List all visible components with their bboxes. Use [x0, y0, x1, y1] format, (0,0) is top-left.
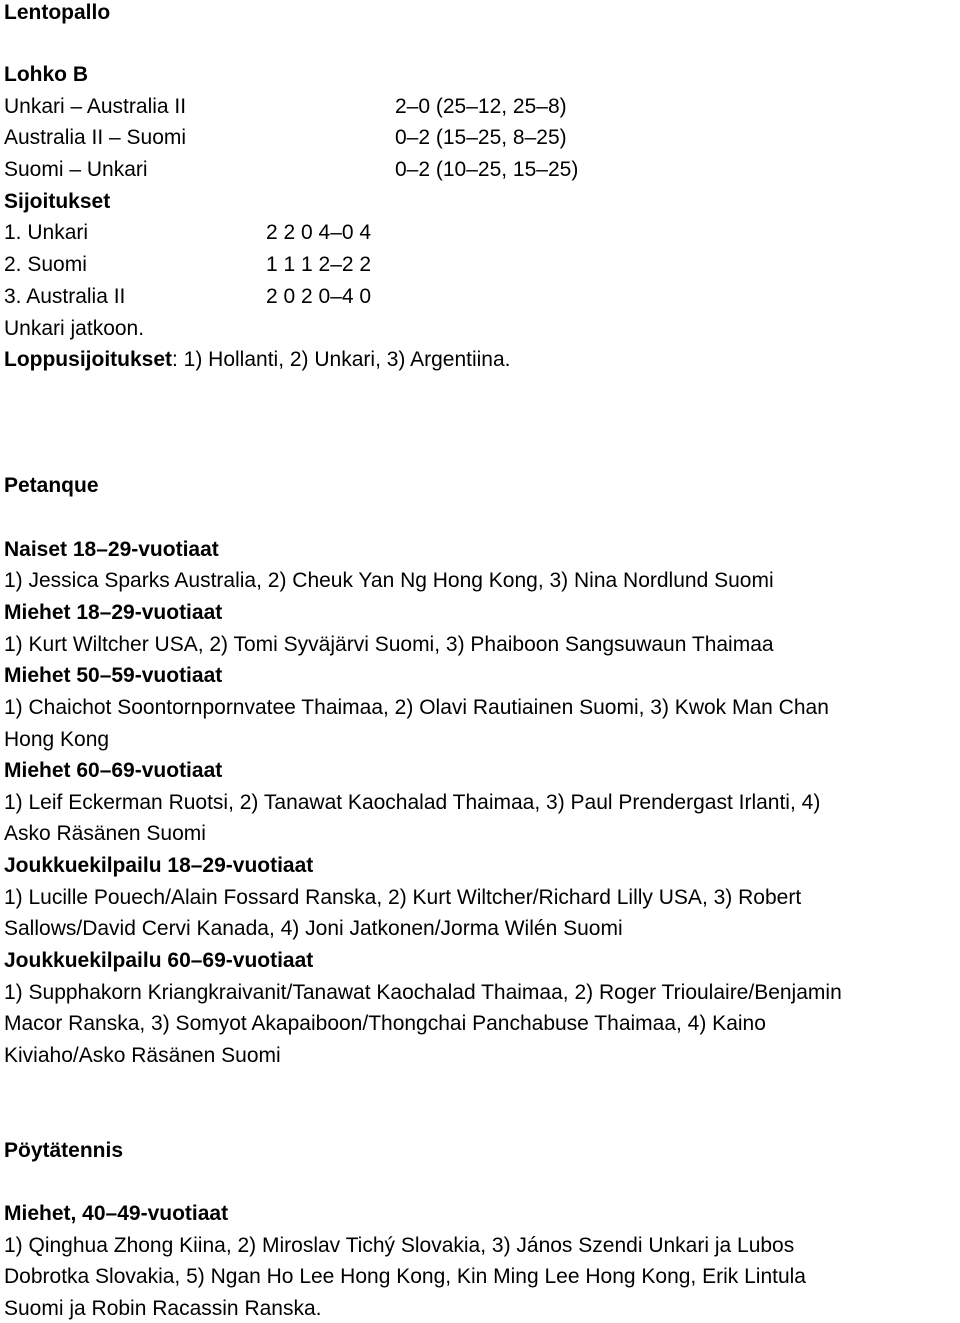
standings-row	[4, 220, 372, 246]
category-title: Miehet 50–59-vuotiaat	[4, 664, 223, 687]
category-title: Joukkuekilpailu 18–29-vuotiaat	[4, 854, 314, 877]
result-line: Suomi ja Robin Racassin Ranska.	[4, 1297, 322, 1320]
match-row	[4, 157, 579, 183]
result-line: 1) Chaichot Soontornpornvatee Thaimaa, 2) Olavi Rautiainen Suomi, 3) Kwok Man Chan	[4, 696, 829, 719]
result-line: Macor Ranska, 3) Somyot Akapaiboon/Thongchai Panchabuse Thaimaa, 4) Kaino	[4, 1012, 766, 1035]
match-score: 0–2 (15–25, 8–25)	[395, 126, 567, 149]
final-label: Loppusijoitukset	[4, 348, 172, 371]
result-line: Hong Kong	[4, 728, 110, 751]
standings-row	[4, 284, 372, 310]
category-title: Joukkuekilpailu 60–69-vuotiaat	[4, 949, 314, 972]
volleyball-final	[4, 347, 510, 373]
table-tennis-title: Pöytätennis	[4, 1139, 124, 1162]
match-row	[4, 125, 567, 151]
result-line: 1) Leif Eckerman Ruotsi, 2) Tanawat Kaochalad Thaimaa, 3) Paul Prendergast Irlanti, 4)	[4, 791, 821, 814]
result-line: 1) Lucille Pouech/Alain Fossard Ranska, 2) Kurt Wiltcher/Richard Lilly USA, 3) Robert	[4, 886, 802, 909]
standings-stats: 2 0 2 0–4 0	[266, 285, 372, 308]
standings-team: 3. Australia II	[4, 285, 126, 308]
petanque-title: Petanque	[4, 474, 99, 497]
match-score: 0–2 (10–25, 15–25)	[395, 158, 579, 181]
match-score: 2–0 (25–12, 25–8)	[395, 95, 567, 118]
result-line: Asko Räsänen Suomi	[4, 822, 206, 845]
standings-row	[4, 252, 372, 278]
result-line: 1) Supphakorn Kriangkraivanit/Tanawat Kaochalad Thaimaa, 2) Roger Trioulaire/Benjamin	[4, 981, 842, 1004]
category-title: Miehet 60–69-vuotiaat	[4, 759, 223, 782]
volleyball-note: Unkari jatkoon.	[4, 317, 145, 340]
volleyball-title: Lentopallo	[4, 1, 111, 24]
result-line: Kiviaho/Asko Räsänen Suomi	[4, 1044, 281, 1067]
match-teams: Suomi – Unkari	[4, 158, 148, 181]
result-line: 1) Jessica Sparks Australia, 2) Cheuk Yan Ng Hong Kong, 3) Nina Nordlund Suomi	[4, 569, 774, 592]
result-line: Dobrotka Slovakia, 5) Ngan Ho Lee Hong Kong, Kin Ming Lee Hong Kong, Erik Lintula	[4, 1265, 806, 1288]
standings-title: Sijoitukset	[4, 190, 111, 213]
match-teams: Unkari – Australia II	[4, 95, 187, 118]
category-title: Miehet, 40–49-vuotiaat	[4, 1202, 229, 1225]
volleyball-group-title: Lohko B	[4, 63, 88, 86]
match-teams: Australia II – Suomi	[4, 126, 187, 149]
final-text: : 1) Hollanti, 2) Unkari, 3) Argentiina.	[172, 348, 511, 371]
result-line: Sallows/David Cervi Kanada, 4) Joni Jatkonen/Jorma Wilén Suomi	[4, 917, 623, 940]
result-line: 1) Qinghua Zhong Kiina, 2) Miroslav Tichý Slovakia, 3) János Szendi Unkari ja Lubos	[4, 1234, 795, 1257]
standings-team: 1. Unkari	[4, 221, 89, 244]
result-line: 1) Kurt Wiltcher USA, 2) Tomi Syväjärvi Suomi, 3) Phaiboon Sangsuwaun Thaimaa	[4, 633, 774, 656]
standings-stats: 2 2 0 4–0 4	[266, 221, 372, 244]
standings-stats: 1 1 1 2–2 2	[266, 253, 372, 276]
standings-team: 2. Suomi	[4, 253, 87, 276]
match-row	[4, 94, 567, 120]
category-title: Miehet 18–29-vuotiaat	[4, 601, 223, 624]
category-title: Naiset 18–29-vuotiaat	[4, 538, 219, 561]
